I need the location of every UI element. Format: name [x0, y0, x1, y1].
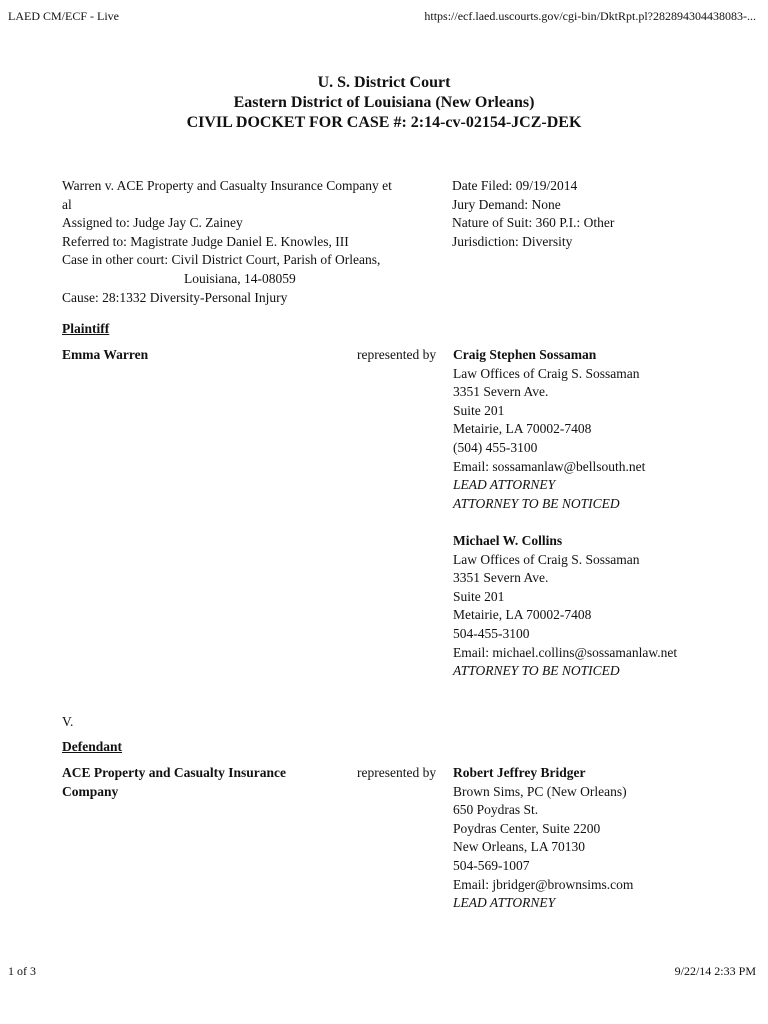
represented-by-label: represented by	[357, 765, 437, 780]
case-info-left	[62, 177, 392, 307]
nature-of-suit: Nature of Suit: 360 P.I.: Other	[452, 215, 615, 231]
attorney-address: New Orleans, LA 70130	[453, 839, 585, 855]
browser-title: LAED CM/ECF - Live	[8, 9, 119, 23]
attorney-name: Craig Stephen Sossaman	[453, 347, 597, 362]
attorney-flag: ATTORNEY TO BE NOTICED	[453, 495, 620, 511]
versus: V.	[62, 714, 74, 729]
attorney-email: Email: jbridger@brownsims.com	[453, 876, 634, 892]
attorney-flag: LEAD ATTORNEY	[453, 477, 556, 493]
print-datetime: 9/22/14 2:33 PM	[674, 964, 756, 978]
assigned-judge: Assigned to: Judge Jay C. Zainey	[62, 215, 243, 231]
case-info-right	[452, 177, 614, 251]
docket-title: CIVIL DOCKET FOR CASE #: 2:14-cv-02154-JCZ-DEK	[186, 114, 582, 131]
date-filed: Date Filed: 09/19/2014	[452, 178, 578, 193]
court-name: U. S. District Court	[317, 74, 451, 91]
attorney-email: Email: sossamanlaw@bellsouth.net	[453, 458, 646, 474]
page-url: https://ecf.laed.uscourts.gov/cgi-bin/DktRpt.pl?282894304438083-...	[424, 9, 756, 23]
attorney-name: Robert Jeffrey Bridger	[453, 765, 586, 780]
defendant-heading: Defendant	[62, 739, 122, 754]
attorney-phone: 504-569-1007	[453, 857, 530, 873]
case-caption-line: al	[62, 196, 72, 212]
defendant-name-line: ACE Property and Casualty Insurance	[62, 765, 287, 780]
attorney-flag: ATTORNEY TO BE NOTICED	[453, 663, 620, 679]
attorney-block	[453, 532, 677, 681]
attorney-flag: LEAD ATTORNEY	[453, 895, 556, 911]
cause: Cause: 28:1332 Diversity-Personal Injury	[62, 289, 288, 305]
attorney-address: Metairie, LA 70002-7408	[453, 607, 592, 623]
attorney-address: 650 Poydras St.	[453, 802, 539, 818]
jurisdiction: Jurisdiction: Diversity	[452, 233, 573, 249]
attorney-phone: 504-455-3100	[453, 625, 530, 641]
attorney-block	[453, 764, 633, 913]
attorney-address: 3351 Severn Ave.	[453, 570, 549, 586]
attorney-firm: Law Offices of Craig S. Sossaman	[453, 551, 640, 567]
attorney-address: Metairie, LA 70002-7408	[453, 421, 592, 437]
defendant-name	[62, 764, 286, 801]
jury-demand: Jury Demand: None	[452, 196, 561, 212]
other-court: Case in other court: Civil District Court, Parish of Orleans,	[62, 252, 381, 268]
referred-judge: Referred to: Magistrate Judge Daniel E. Knowles, III	[62, 233, 349, 249]
attorney-email: Email: michael.collins@sossamanlaw.net	[453, 644, 678, 660]
plaintiff-heading: Plaintiff	[62, 321, 110, 336]
attorney-firm: Law Offices of Craig S. Sossaman	[453, 365, 640, 381]
attorney-name: Michael W. Collins	[453, 533, 563, 548]
defendant-name-line: Company	[62, 783, 119, 799]
other-court-continued: Louisiana, 14-08059	[184, 270, 296, 286]
page-number: 1 of 3	[8, 964, 36, 978]
represented-by-label: represented by	[357, 347, 437, 362]
attorney-address: Suite 201	[453, 588, 505, 604]
district-name: Eastern District of Louisiana (New Orleans)	[233, 94, 535, 111]
case-caption-line: Warren v. ACE Property and Casualty Insurance Company et	[62, 178, 392, 193]
attorney-address: 3351 Severn Ave.	[453, 384, 549, 400]
plaintiff-name: Emma Warren	[62, 347, 149, 362]
attorney-phone: (504) 455-3100	[453, 439, 538, 455]
attorney-address: Suite 201	[453, 402, 505, 418]
attorney-address: Poydras Center, Suite 2200	[453, 820, 601, 836]
attorney-block	[453, 346, 645, 513]
attorney-firm: Brown Sims, PC (New Orleans)	[453, 783, 627, 799]
